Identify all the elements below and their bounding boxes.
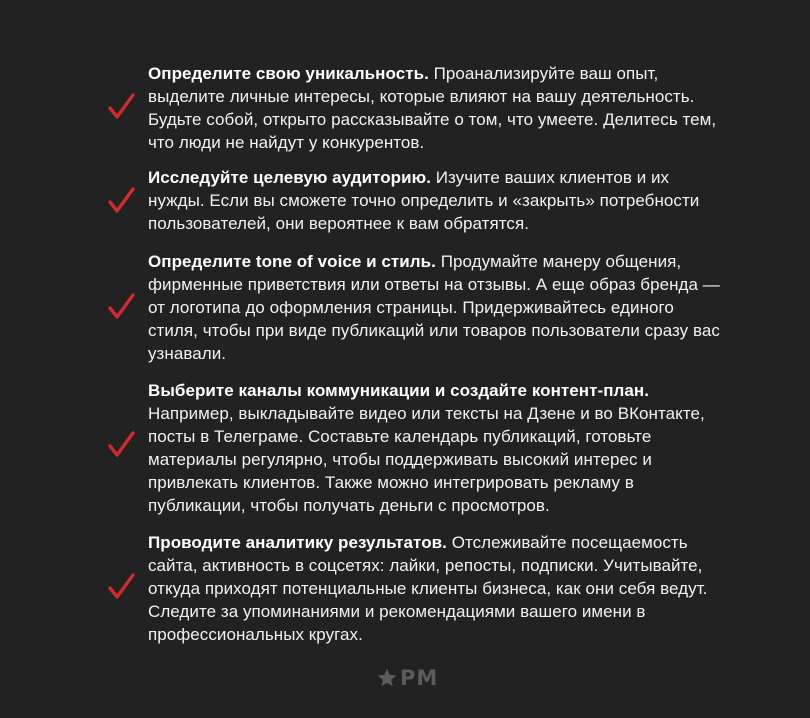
list-item bbox=[148, 62, 728, 154]
item-lead: Определите свою уникальность. bbox=[148, 64, 429, 83]
star-icon bbox=[376, 667, 398, 689]
item-lead: Исследуйте целевую аудиторию. bbox=[148, 168, 431, 187]
logo-text: PM bbox=[400, 666, 439, 690]
checkmark-icon bbox=[106, 186, 136, 216]
item-text: Продумайте манеру общения, фирменные приветствия или ответы на отзывы. А еще образ бренда — от логотипа до оформления страницы. Придерживайтесь единого стиля, чтобы при виде публикаций или товаров пользователи сразу вас узнавали. bbox=[148, 252, 720, 363]
item-text: Изучите ваших клиентов и их нужды. Если вы сможете точно определить и «закрыть» потребности пользователей, они вероятнее к вам обратятся. bbox=[148, 168, 700, 233]
item-lead: Определите tone of voice и стиль. bbox=[148, 252, 436, 271]
item-text: Проанализируйте ваш опыт, выделите личные интересы, которые влияют на вашу деятельность. Будьте собой, открыто рассказывайте о том, что умеете. Делитесь тем, что люди не найдут у конкурентов. bbox=[148, 64, 717, 152]
list-item bbox=[148, 250, 728, 365]
list-item bbox=[148, 379, 728, 517]
item-lead: Выберите каналы коммуникации и создайте контент-план. bbox=[148, 381, 649, 400]
checkmark-icon bbox=[106, 292, 136, 322]
list-item bbox=[148, 166, 728, 235]
item-text: Отслеживайте посещаемость сайта, активность в соцсетях: лайки, репосты, подписки. Учитывайте, откуда приходят потенциальные клиенты бизнеса, как они себя ведут. Следите за упоминаниями и рекомендациями вашего имени в профессиональных кругах. bbox=[148, 533, 708, 644]
checkmark-icon bbox=[106, 430, 136, 460]
list-item bbox=[148, 531, 728, 646]
item-lead: Проводите аналитику результатов. bbox=[148, 533, 447, 552]
checkmark-icon bbox=[106, 572, 136, 602]
brand-logo bbox=[376, 666, 438, 690]
checkmark-icon bbox=[106, 92, 136, 122]
item-text: Например, выкладывайте видео или тексты на Дзене и во ВКонтакте, посты в Телеграме. Составьте календарь публикаций, готовьте материалы регулярно, чтобы поддерживать высокий интерес и привлекать клиентов. Также можно интегрировать рекламу в публикации, чтобы получать деньги с просмотров. bbox=[148, 404, 705, 515]
